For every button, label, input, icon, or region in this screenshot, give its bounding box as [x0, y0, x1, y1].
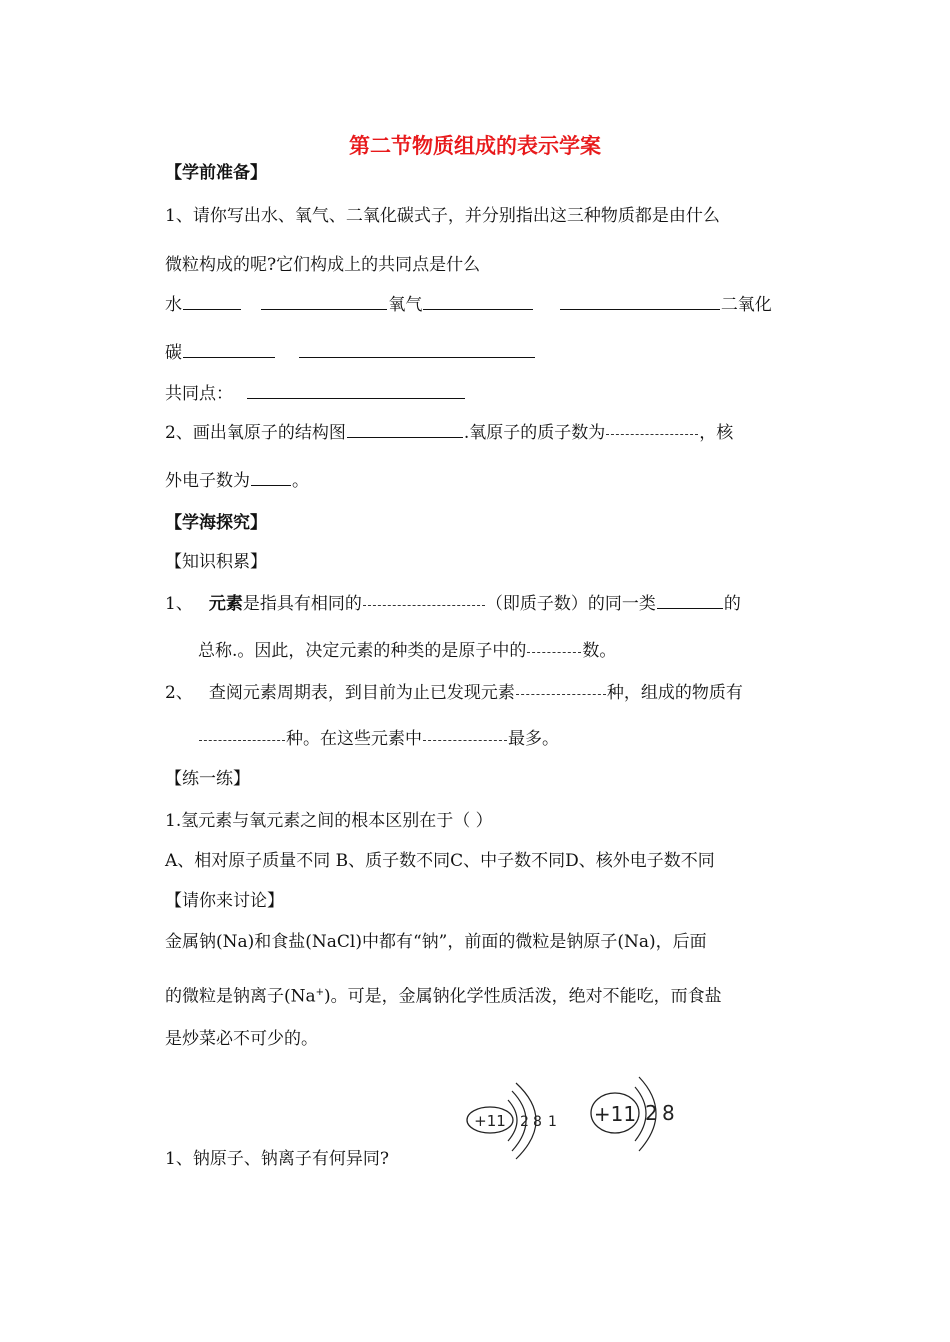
proton-blank — [606, 433, 698, 435]
k2-text-a: 查阅元素周期表，到目前为止已发现元素 — [208, 683, 515, 703]
common-blank — [247, 397, 465, 399]
k2-text-d: 最多。 — [508, 729, 559, 749]
k2-blank-3 — [423, 739, 507, 741]
q2-text-b: .氧原子的质子数为 — [463, 423, 606, 443]
prep-answer-row1 — [165, 294, 772, 316]
k2-text-b: 种，组成的物质有 — [606, 683, 743, 703]
water-label: 水 — [165, 295, 182, 315]
q2-text-d: 外电子数为 — [165, 471, 250, 491]
discuss-paragraph-line1: 金属钠(Na)和食盐(NaCl)中都有“钠”，前面的微粒是钠原子(Na)，后面 — [165, 932, 707, 952]
k1-blank-2 — [657, 607, 723, 609]
prep-common-row — [165, 383, 466, 405]
prep-q1-line1: 1、请你写出水、氧气、二氧化碳式子，并分别指出这三种物质都是由什么 — [165, 206, 720, 226]
k1-blank-1 — [363, 604, 485, 606]
discuss-paragraph-line3: 是炒菜必不可少的。 — [165, 1029, 318, 1049]
prep-q2-line2 — [165, 470, 309, 492]
k2-blank-1 — [516, 693, 606, 695]
k2-line1 — [165, 682, 743, 704]
oxygen-label: 氧气 — [388, 295, 423, 315]
practice-question: 1.氢元素与氧元素之间的根本区别在于（ ） — [165, 811, 493, 831]
oxygen-blank-2 — [560, 308, 720, 310]
ion-shell-1: 2 — [645, 1101, 658, 1125]
discuss-question-1: 1、钠原子、钠离子有何异同? — [165, 1149, 389, 1169]
explore-heading: 【学海探究】 — [165, 513, 267, 533]
prep-q2-line1 — [165, 422, 733, 444]
k2-line2 — [198, 728, 559, 750]
electron-blank — [251, 484, 291, 486]
atom-shell-1: 2 — [520, 1114, 529, 1130]
k1-line1 — [165, 593, 741, 615]
prep-q1-line2: 微粒构成的呢?它们构成上的共同点是什么 — [165, 255, 481, 275]
structure-blank — [347, 436, 463, 438]
k1-blank-3 — [527, 651, 581, 653]
ion-shell-2: 8 — [662, 1101, 675, 1125]
water-blank-2 — [261, 308, 387, 310]
q2-text-a: 2、画出氧原子的结构图 — [165, 423, 346, 443]
atom-shell-2: 8 — [533, 1114, 542, 1130]
oxygen-blank-1 — [423, 308, 533, 310]
common-label: 共同点： — [165, 384, 233, 404]
practice-options: A、相对原子质量不同 B、质子数不同C、中子数不同D、核外电子数不同 — [165, 851, 715, 871]
k1-number: 1、 — [165, 594, 193, 614]
q2-text-c: ，核 — [699, 423, 734, 443]
discuss-text-b: )。可是，金属钠化学性质活泼，绝对不能吃，而食盐 — [324, 986, 722, 1007]
sodium-atom-diagram — [460, 1075, 570, 1170]
atom-shell-3: 1 — [548, 1114, 557, 1130]
co2-blank-1 — [183, 356, 275, 358]
k1-text-b: （即质子数）的同一类 — [485, 594, 656, 614]
sodium-ion-diagram — [585, 1065, 695, 1160]
prep-heading: 【学前准备】 — [165, 163, 267, 183]
k1-line2 — [198, 640, 616, 662]
k2-blank-2 — [199, 739, 285, 741]
practice-heading: 【练一练】 — [165, 769, 250, 789]
discuss-text-a: 的微粒是钠离子(Na — [165, 986, 316, 1007]
page-title: 第二节物质组成的表示学案 — [349, 133, 601, 158]
k1-text-a: 是指具有相同的 — [242, 594, 362, 614]
ion-nucleus-label: +11 — [593, 1102, 637, 1126]
k1-text-c: 的 — [723, 594, 741, 614]
k1-text-e: 数。 — [582, 641, 617, 661]
q2-text-e: 。 — [292, 471, 309, 491]
k2-number: 2、 — [165, 683, 193, 703]
sodium-ion-charge: + — [315, 987, 325, 998]
knowledge-heading: 【知识积累】 — [165, 552, 267, 572]
discuss-paragraph-line2 — [165, 982, 722, 1008]
k1-term: 元素 — [208, 594, 243, 614]
co2-blank-2 — [299, 356, 535, 358]
co2-label-part2: 碳 — [165, 343, 182, 363]
discuss-heading: 【请你来讨论】 — [165, 891, 284, 911]
co2-label-part1: 二氧化 — [720, 295, 772, 315]
atom-nucleus-label: +11 — [474, 1112, 506, 1130]
water-blank-1 — [183, 308, 241, 310]
k2-text-c: 种。在这些元素中 — [286, 729, 422, 749]
k1-text-d: 总称.。因此，决定元素的种类的是原子中的 — [198, 641, 527, 661]
prep-answer-row2 — [165, 342, 536, 364]
